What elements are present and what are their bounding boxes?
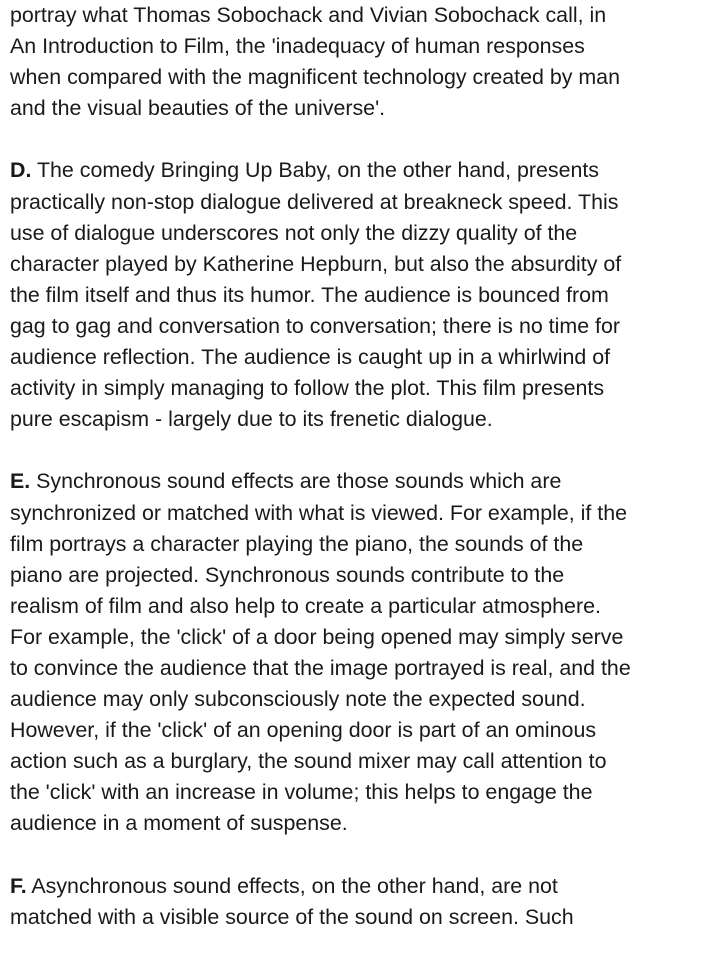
text-line: audience may only subconsciously note the expected sound. [10, 687, 586, 712]
text-line-content: Synchronous sound effects are those sounds which are [30, 469, 562, 494]
text-line: synchronized or matched with what is viewed. For example, if the [10, 500, 628, 525]
text-line: gag to gag and conversation to conversation; there is no time for [10, 313, 620, 338]
text-line: action such as a burglary, the sound mixer may call attention to [10, 749, 607, 774]
text-line: piano are projected. Synchronous sounds contribute to the [10, 562, 565, 587]
text-line [10, 155, 710, 186]
paragraph-d [10, 155, 710, 435]
text-line: the 'click' with an increase in volume; this helps to engage the [10, 780, 593, 805]
text-line: when compared with the magnificent technology created by man [10, 65, 620, 90]
document-page [10, 0, 710, 933]
text-line: However, if the 'click' of an opening door is part of an ominous [10, 718, 597, 743]
paragraph-e [10, 466, 710, 839]
text-line: character played by Katherine Hepburn, but also the absurdity of [10, 251, 622, 276]
text-line-content: Asynchronous sound effects, on the other hand, are not [26, 873, 558, 898]
paragraph-continuation [10, 0, 710, 124]
text-line: activity in simply managing to follow the plot. This film presents [10, 376, 605, 401]
paragraph-spacer [10, 435, 710, 466]
text-line: practically non-stop dialogue delivered at breakneck speed. This [10, 189, 619, 214]
text-line: the film itself and thus its humor. The audience is bounced from [10, 282, 609, 307]
text-line: to convince the audience that the image portrayed is real, and the [10, 655, 631, 680]
text-line: use of dialogue underscores not only the dizzy quality of the [10, 220, 578, 245]
paragraph-marker-e: E. [10, 469, 31, 494]
text-line: and the visual beauties of the universe'. [10, 96, 386, 121]
text-line: pure escapism - largely due to its frenetic dialogue. [10, 407, 493, 432]
text-line-content: The comedy Bringing Up Baby, on the other hand, presents [31, 158, 599, 183]
text-line: portray what Thomas Sobochack and Vivian Sobochack call, in [10, 3, 607, 27]
text-line [10, 871, 710, 902]
text-line: An Introduction to Film, the 'inadequacy of human responses [10, 34, 585, 59]
text-line [10, 466, 710, 497]
paragraph-spacer [10, 124, 710, 155]
paragraph-marker-f: F. [10, 873, 27, 898]
text-line: matched with a visible source of the sound on screen. Such [10, 904, 574, 929]
text-line: film portrays a character playing the piano, the sounds of the [10, 531, 584, 556]
text-line: realism of film and also help to create a particular atmosphere. [10, 593, 601, 618]
paragraph-spacer [10, 840, 710, 871]
text-line: For example, the 'click' of a door being opened may simply serve [10, 624, 624, 649]
text-line: audience reflection. The audience is caught up in a whirlwind of [10, 345, 611, 370]
paragraph-f [10, 871, 710, 933]
text-line: audience in a moment of suspense. [10, 811, 348, 836]
paragraph-marker-d: D. [10, 158, 32, 183]
